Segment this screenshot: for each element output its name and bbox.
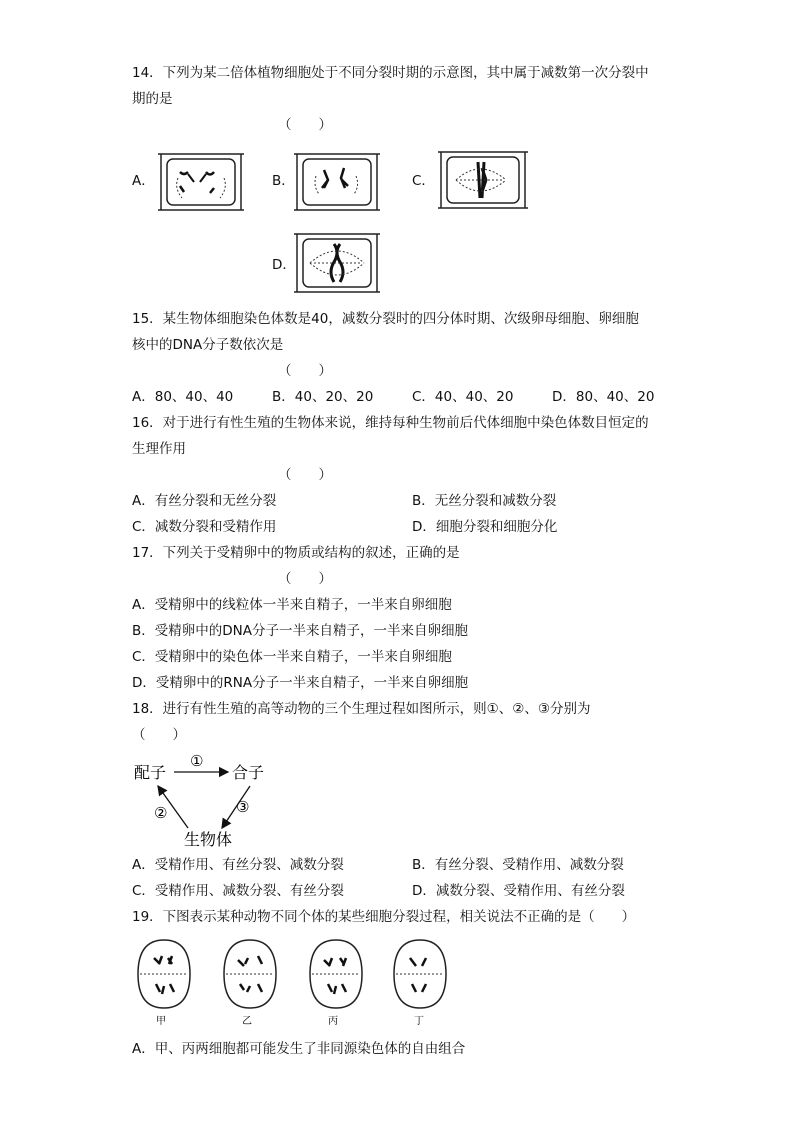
q17-option-d: D．受精卵中的RNA分子一半来自精子，一半来自卵细胞 [132, 675, 469, 691]
q19-cell-yi [224, 940, 276, 1026]
q17-option-c: C．受精卵中的染色体一半来自精子，一半来自卵细胞 [132, 649, 452, 665]
q15-stem-line2: 核中的DNA分子数依次是 [132, 337, 284, 353]
q19-label-jia: 甲 [156, 1016, 166, 1026]
q16-option-b: B．无丝分裂和减数分裂 [412, 493, 557, 509]
q18-organism-label: 生物体 [184, 830, 233, 849]
q19-cell-ding [394, 940, 446, 1026]
q18-option-a: A．受精作用、有丝分裂、减数分裂 [132, 857, 344, 873]
q14-option-d-label: D． [272, 257, 296, 273]
q17-stem: 17．下列关于受精卵中的物质或结构的叙述，正确的是 [132, 545, 460, 561]
q14-cell-c-figure [438, 148, 532, 214]
q14-cell-b-figure [294, 150, 380, 214]
q19-label-bing: 丙 [328, 1016, 338, 1026]
q15-option-a: A．80、40、40 [132, 389, 234, 405]
q14-option-b-label: B． [272, 173, 295, 189]
q14-cell-a-figure [158, 150, 244, 214]
q15-answer-paren: （ ） [278, 363, 332, 379]
q15-option-b: B．40、20、20 [272, 389, 374, 405]
q18-option-c: C．受精作用、减数分裂、有丝分裂 [132, 883, 344, 899]
q19-stem: 19．下图表示某种动物不同个体的某些细胞分裂过程，相关说法不正确的是（ ） [132, 909, 636, 925]
q16-answer-paren: （ ） [278, 467, 332, 483]
q19-option-a: A．甲、丙两细胞都可能发生了非同源染色体的自由组合 [132, 1041, 466, 1057]
q16-option-c: C．减数分裂和受精作用 [132, 519, 277, 535]
q18-option-b: B．有丝分裂、受精作用、减数分裂 [412, 857, 624, 873]
q16-stem-line1: 16．对于进行有性生殖的生物体来说，维持每种生物前后代体细胞中染色体数目恒定的 [132, 415, 649, 431]
q17-option-b: B．受精卵中的DNA分子一半来自精子，一半来自卵细胞 [132, 623, 468, 639]
q18-step3-label: ③ [236, 798, 250, 816]
q19-cell-division-figures [132, 934, 452, 1026]
q18-zygote-label: 合子 [232, 763, 265, 782]
q18-option-d: D．减数分裂、受精作用、有丝分裂 [412, 883, 625, 899]
q18-step2-label: ② [154, 804, 168, 822]
q19-cell-bing [310, 940, 362, 1026]
q14-answer-paren: （ ） [278, 117, 332, 133]
q17-option-a: A．受精卵中的线粒体一半来自精子，一半来自卵细胞 [132, 597, 452, 613]
q18-gamete-label: 配子 [134, 763, 167, 782]
q14-stem-line1: 14．下列为某二倍体植物细胞处于不同分裂时期的示意图，其中属于减数第一次分裂中 [132, 65, 649, 81]
q18-life-cycle-diagram [132, 752, 282, 852]
q19-label-ding: 丁 [414, 1016, 424, 1026]
q15-stem-line1: 15．某生物体细胞染色体数是40，减数分裂时的四分体时期、次级卵母细胞、卵细胞 [132, 311, 639, 327]
q16-option-d: D．细胞分裂和细胞分化 [412, 519, 558, 535]
q14-stem-line2: 期的是 [132, 91, 173, 107]
q15-option-d: D．80、40、20 [552, 389, 655, 405]
q18-answer-paren: （ ） [132, 727, 186, 743]
q14-option-a-label: A． [132, 173, 155, 189]
q19-cell-jia [138, 940, 190, 1026]
q19-label-yi: 乙 [242, 1016, 252, 1026]
q15-option-c: C．40、40、20 [412, 389, 514, 405]
q14-option-c-label: C． [412, 173, 435, 189]
q18-step1-label: ① [190, 752, 204, 770]
q17-answer-paren: （ ） [278, 571, 332, 587]
q14-cell-d-figure [294, 230, 380, 298]
q18-stem: 18．进行有性生殖的高等动物的三个生理过程如图所示，则①、②、③分别为 [132, 701, 591, 717]
q16-stem-line2: 生理作用 [132, 441, 186, 457]
q16-option-a: A．有丝分裂和无丝分裂 [132, 493, 277, 509]
